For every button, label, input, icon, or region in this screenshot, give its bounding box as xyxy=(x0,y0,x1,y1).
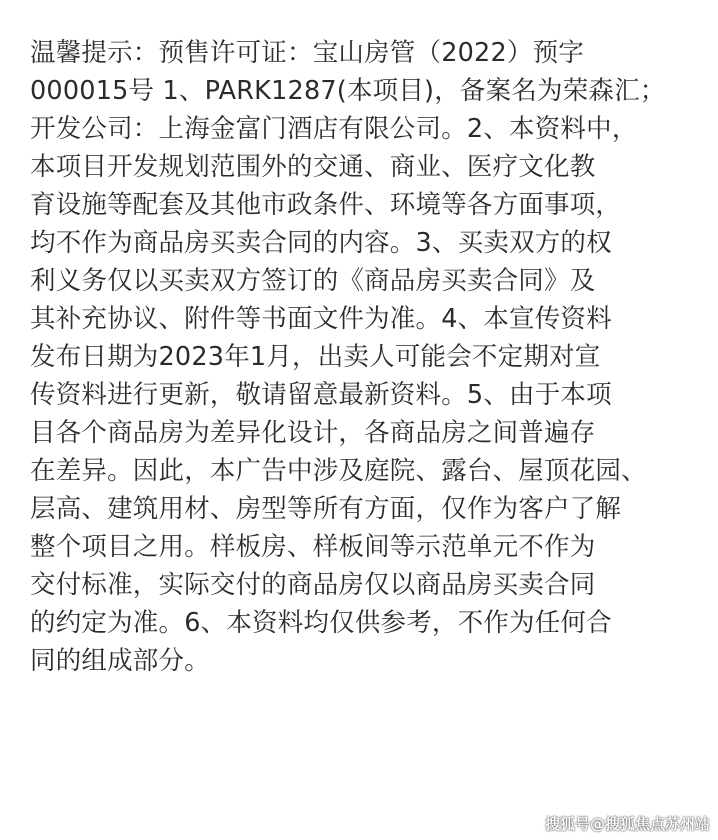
notice-line-6: 均不作为商品房买卖合同的内容。3、买卖双方的权 xyxy=(30,228,612,258)
notice-line-4: 本项目开发规划范围外的交通、商业、医疗文化教 xyxy=(30,152,596,182)
notice-line-5: 育设施等配套及其他市政条件、环境等各方面事项， xyxy=(30,190,622,220)
notice-line-1: 温馨提示：预售许可证：宝山房管（2022）预字 xyxy=(30,38,584,68)
source-watermark: 搜狐号@搜狐焦点苏州站 xyxy=(544,815,710,833)
notice-line-12: 在差异。因此，本广告中涉及庭院、露台、屋顶花园、 xyxy=(30,456,647,486)
notice-line-10: 传资料进行更新，敬请留意最新资料。5、由于本项 xyxy=(30,380,612,410)
notice-line-15: 交付标准，实际交付的商品房仅以商品房买卖合同 xyxy=(30,570,596,600)
notice-line-16: 的约定为准。6、本资料均仅供参考，不作为任何合 xyxy=(30,608,612,638)
notice-line-9: 发布日期为2023年1月，出卖人可能会不定期对宣 xyxy=(30,342,601,372)
notice-line-7: 利义务仅以买卖双方签订的《商品房买卖合同》及 xyxy=(30,266,596,296)
disclaimer-notice xyxy=(30,34,690,680)
notice-line-13: 层高、建筑用材、房型等所有方面，仅作为客户了解 xyxy=(30,494,622,524)
notice-line-3: 开发公司：上海金富门酒店有限公司。2、本资料中， xyxy=(30,114,638,144)
notice-line-17: 同的组成部分。 xyxy=(30,646,210,676)
notice-line-2: 000015号 1、PARK1287(本项目)，备案名为荣森汇； xyxy=(30,76,666,106)
notice-line-14: 整个项目之用。样板房、样板间等示范单元不作为 xyxy=(30,532,596,562)
notice-line-11: 目各个商品房为差异化设计，各商品房之间普遍存 xyxy=(30,418,596,448)
notice-line-8: 其补充协议、附件等书面文件为准。4、本宣传资料 xyxy=(30,304,612,334)
